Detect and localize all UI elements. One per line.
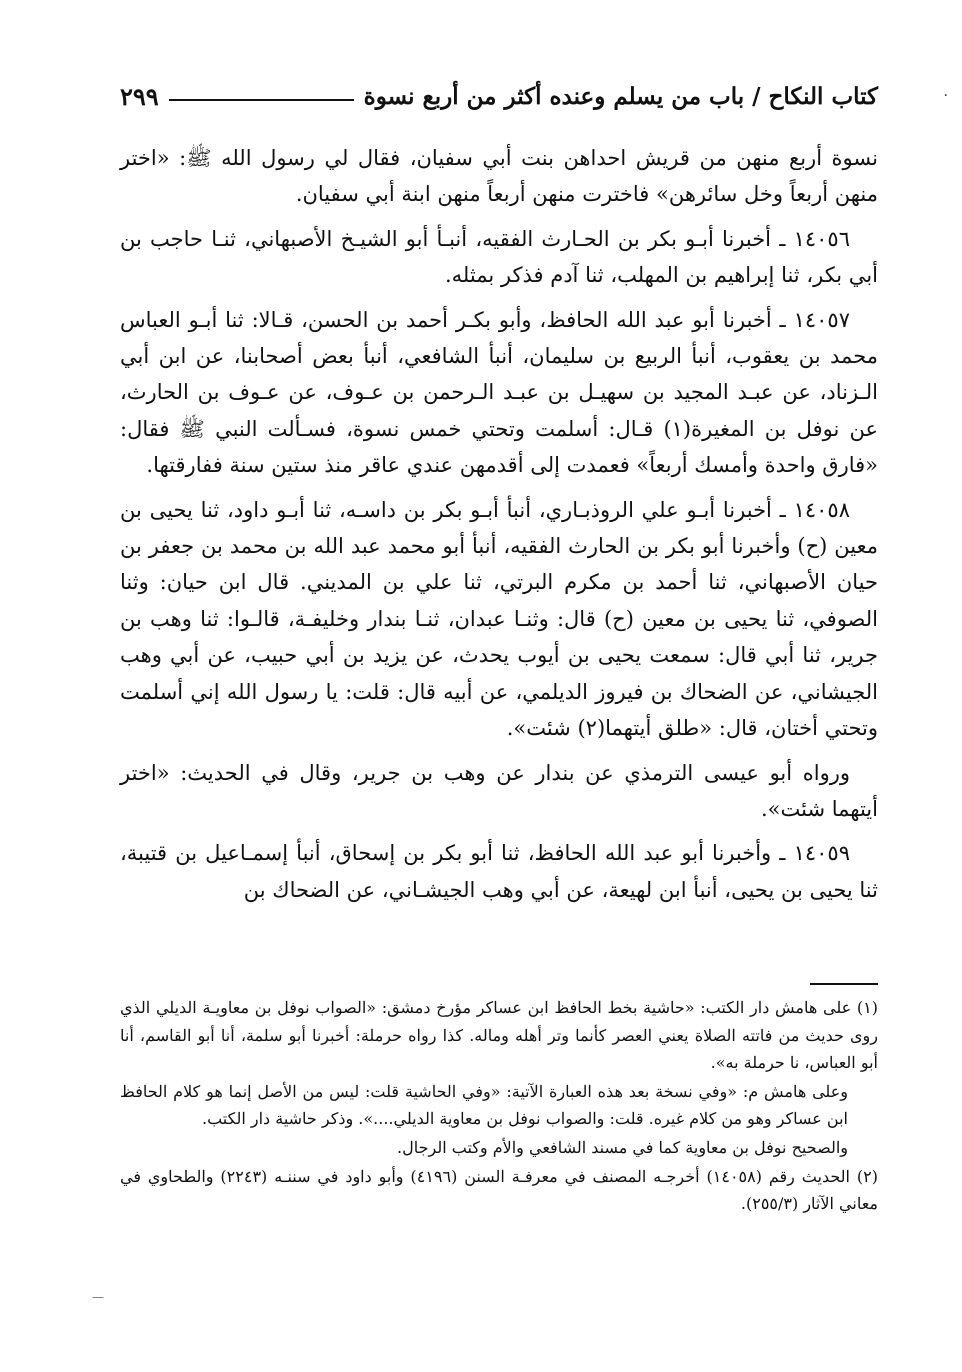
header-title: كتاب النكاح / باب من يسلم وعنده أكثر من أربع نسوة <box>363 82 878 110</box>
header-rule <box>169 99 354 101</box>
paragraph-continuation: نسوة أربع منهن من قريش احداهن بنت أبي سفيان، فقال لي رسول الله ﷺ: «اختر منهن أربعاً وخل سائرهن» فاخترت منهن أربعاً منهن ابنة أبي سفيان. <box>120 146 878 207</box>
scan-mark: — <box>92 1290 104 1304</box>
running-header <box>120 72 878 120</box>
hadith-14056: ١٤٠٥٦ ـ أخبرنا أبـو بكر بن الحـارث الفقيه، أنبـأ أبو الشيـخ الأصبهاني، ثنـا حاجب بن أبي بكر، ثنا إبراهيم بن المهلب، ثنا آدم فذكر بمثله. <box>120 226 878 288</box>
margin-mark: · <box>943 88 948 104</box>
footnotes <box>120 994 878 1219</box>
page-number: ٢٩٩ <box>120 81 159 111</box>
footnote-2: (٢) الحديث رقم (١٤٠٥٨) أخرجـه المصنف في معرفـة السنن (٤١٩٦) وأبو داود في سننـه (٢٢٤٣) والطحاوي في معاني الآثار (٢٥٥/٣). <box>120 1166 878 1214</box>
footnote-1-correction: والصحيح نوفل بن معاوية كما في مسند الشافعي والأم وكتب الرجال. <box>397 1137 848 1157</box>
footnote-1: (١) على هامش دار الكتب: «حاشية بخط الحافظ ابن عساكر مؤرخ دمشق: «الصواب نوفل بن معاويـة الديلي الذي روى حديث من فاتته الصلاة يعني العصر كأنما وتر أهله وماله. كذا رواه حرملة: أخبرنا أبو سلمة، أنا أبو القاسم، أنا أبو العباس، نا حرملة به». <box>120 998 878 1073</box>
hadith-14059: ١٤٠٥٩ ـ وأخبرنا أبو عبد الله الحافظ، ثنا أبو بكر بن إسحاق، أنبأ إسمـاعيل بن قتيبة، ثنا يحيى بن يحيى، أنبأ ابن لهيعة، عن أبي وهب الجيشـاني، عن الضحاك بن <box>120 841 878 902</box>
main-text <box>120 140 878 916</box>
footnote-1-margin-note: وعلى هامش م: «وفي نسخة بعد هذه العبارة الآتية: «وفي الحاشية قلت: ليس من الأصل إنما هو كلام الحافظ ابن عساكر وهو من كلام غيره. قلت: والصواب نوفل بن معاوية الديلي....». وذكر حاشية دار الكتب. <box>120 1081 848 1129</box>
hadith-14058: ١٤٠٥٨ ـ أخبرنا أبـو علي الروذبـاري، أنبأ أبـو بكر بن داسـه، ثنا أبـو داود، ثنا يحيى بن معين (ح) وأخبرنا أبو بكر بن الحارث الفقيه، أنبأ أبو محمد عبد الله بن محمد بن جعفر بن حيان الأصبهاني، ثنا أحمد بن مكرم البرتي، ثنا علي بن المديني. قال ابن حيان: وثنا الصوفي، ثنا يحيى بن معين (ح) قال: وثنـا عبدان، ثنـا بندار وخليفـة، قالـوا: ثنا وهب بن جرير، ثنا أبي قال: سمعت يحيى بن أيوب يحدث، عن يزيد بن أبي حبيب، عن أبي وهب الجيشاني، عن الضحاك بن فيروز الديلمي، عن أبيه قال: قلت: يا رسول الله إني أسلمت وتحتي أختان، قال: «طلق أيتهما(٢) شئت». <box>120 497 878 741</box>
hadith-14057: ١٤٠٥٧ ـ أخبرنا أبو عبد الله الحافظ، وأبو بكـر أحمد بن الحسن، قـالا: ثنا أبـو العباس محمد بن يعقوب، أنبأ الربيع بن سليمان، أنبأ الشافعي، أنبأ بعض أصحابنا، عن ابن أبي الـزناد، عن عبـد المجيد بن سهيـل بن عبـد الـرحمن بن عـوف، عن عـوف بن الحارث، عن نوفل بن المغيرة(١) قـال: أسلمت وتحتي خمس نسوة، فسـألت النبي ﷺ فقال: «فارق واحدة وأمسك أربعاً» فعمدت إلى أقدمهن عندي عاقر منذ ستين سنة ففارقتها. <box>120 307 878 478</box>
footnote-separator <box>810 983 878 985</box>
tirmidhi-narration: ورواه أبو عيسى الترمذي عن بندار عن وهب بن جرير، وقال في الحديث: «اختر أيتهما شئت». <box>120 760 878 821</box>
